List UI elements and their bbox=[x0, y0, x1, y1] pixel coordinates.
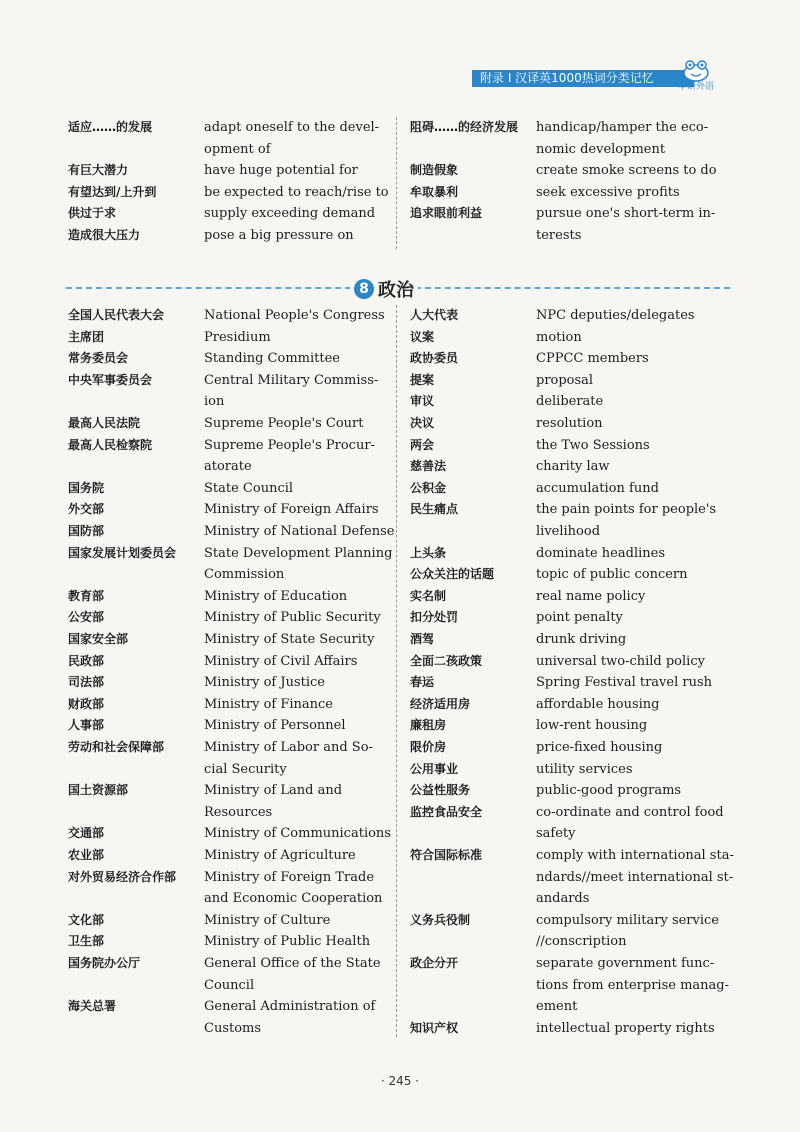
chinese-term: 司法部 bbox=[68, 675, 105, 690]
english-translation bbox=[536, 435, 716, 457]
translation-line: Ministry of Labor and So- bbox=[204, 740, 373, 755]
english-translation bbox=[204, 823, 391, 845]
chinese-term: 造成很大压力 bbox=[68, 228, 141, 242]
english-translation bbox=[536, 845, 734, 910]
english-translation bbox=[536, 651, 716, 673]
english-translation bbox=[536, 564, 716, 586]
english-translation bbox=[204, 521, 395, 543]
column-divider bbox=[396, 305, 397, 1037]
translation-line: ement bbox=[536, 999, 578, 1015]
translation-line: the Two Sessions bbox=[536, 437, 650, 453]
glossary-entry bbox=[68, 867, 398, 910]
glossary-entry bbox=[68, 845, 398, 867]
translation-line: atorate bbox=[204, 459, 252, 475]
chinese-term: 人事部 bbox=[68, 718, 105, 733]
translation-line: Ministry of Justice bbox=[204, 675, 325, 691]
page-number: · 245 · bbox=[380, 1074, 420, 1088]
english-translation bbox=[536, 182, 716, 204]
translation-line: NPC deputies/delegates bbox=[536, 308, 695, 323]
translation-line: nomic development bbox=[536, 141, 666, 157]
glossary-entry bbox=[410, 543, 728, 565]
glossary-entry bbox=[68, 629, 398, 651]
glossary-entry bbox=[68, 694, 398, 716]
glossary-entry bbox=[68, 737, 398, 780]
translation-line: create smoke screens to do bbox=[536, 163, 717, 179]
translation-line: handicap/hamper the eco- bbox=[536, 120, 709, 135]
glossary-entry bbox=[410, 203, 728, 246]
glossary-entry bbox=[68, 780, 398, 823]
translation-line: Ministry of Foreign Trade bbox=[204, 869, 375, 885]
translation-line: CPPCC members bbox=[536, 351, 649, 367]
chinese-term: 国务院办公厅 bbox=[68, 956, 141, 970]
english-translation bbox=[204, 651, 380, 673]
section-title: 政治 bbox=[378, 280, 414, 301]
translation-line: supply exceeding demand bbox=[204, 206, 376, 222]
english-translation bbox=[536, 802, 724, 845]
politics-section bbox=[68, 305, 734, 1040]
chinese-term: 财政部 bbox=[68, 696, 105, 711]
glossary-entry bbox=[68, 413, 398, 435]
glossary-entry bbox=[410, 715, 728, 737]
english-translation bbox=[204, 499, 380, 521]
glossary-entry bbox=[410, 499, 728, 542]
glossary-entry bbox=[68, 478, 398, 500]
translation-line: Council bbox=[204, 977, 255, 993]
translation-line: seek excessive profits bbox=[536, 184, 680, 200]
english-translation bbox=[204, 327, 380, 349]
glossary-entry bbox=[410, 910, 728, 953]
english-translation bbox=[204, 370, 380, 413]
translation-line: Commission bbox=[204, 567, 285, 583]
chinese-term: 酒驾 bbox=[410, 632, 435, 646]
chinese-term: 主席团 bbox=[68, 329, 105, 344]
chinese-term: 劳动和社会保障部 bbox=[68, 740, 165, 754]
glossary-entry bbox=[68, 910, 398, 932]
translation-line: State Council bbox=[204, 480, 294, 496]
chinese-term: 公用事业 bbox=[410, 761, 459, 776]
column-divider bbox=[396, 117, 397, 249]
english-translation bbox=[204, 845, 380, 867]
translation-line: opment of bbox=[204, 141, 271, 157]
glossary-entry bbox=[410, 607, 728, 629]
english-translation bbox=[204, 737, 380, 780]
translation-line: Ministry of Culture bbox=[204, 912, 331, 928]
english-translation bbox=[204, 160, 380, 182]
translation-line: topic of public concern bbox=[536, 567, 688, 583]
chinese-term: 实名制 bbox=[410, 588, 447, 603]
chinese-term: 政协委员 bbox=[410, 351, 459, 366]
translation-line: ndards//meet international st- bbox=[536, 869, 734, 885]
chinese-term: 对外贸易经济合作部 bbox=[68, 869, 177, 884]
english-translation bbox=[536, 780, 716, 802]
english-translation bbox=[536, 607, 716, 629]
glossary-entry bbox=[68, 203, 398, 225]
english-translation bbox=[204, 910, 380, 932]
chinese-term: 民生痛点 bbox=[410, 502, 459, 517]
chinese-term: 国家发展计划委员会 bbox=[68, 545, 177, 560]
english-translation bbox=[204, 305, 385, 327]
translation-line: comply with international sta- bbox=[536, 848, 734, 863]
translation-line: and Economic Cooperation bbox=[204, 891, 383, 907]
chinese-term: 经济适用房 bbox=[410, 696, 471, 711]
translation-line: co-ordinate and control food bbox=[536, 804, 724, 820]
chinese-term: 交通部 bbox=[68, 826, 105, 841]
english-translation bbox=[204, 348, 380, 370]
chinese-term: 监控食品安全 bbox=[410, 804, 483, 819]
glossary-entry bbox=[68, 370, 398, 413]
english-translation bbox=[204, 607, 380, 629]
english-translation bbox=[536, 305, 716, 327]
translation-line: Resources bbox=[204, 804, 273, 820]
chinese-term: 有望达到/上升到 bbox=[68, 184, 157, 199]
chinese-term: 义务兵役制 bbox=[410, 912, 471, 927]
translation-line: universal two-child policy bbox=[536, 653, 705, 669]
glossary-entry bbox=[410, 348, 728, 370]
english-translation bbox=[536, 759, 716, 781]
english-translation bbox=[204, 953, 380, 996]
english-translation bbox=[204, 694, 380, 716]
english-translation bbox=[204, 203, 380, 225]
english-translation bbox=[204, 672, 380, 694]
glossary-entry bbox=[68, 225, 398, 247]
translation-line: //conscription bbox=[536, 934, 627, 950]
english-translation bbox=[204, 435, 380, 478]
translation-line: proposal bbox=[536, 372, 594, 388]
translation-line: andards bbox=[536, 891, 590, 907]
translation-line: General Office of the State bbox=[204, 956, 381, 971]
glossary-entry bbox=[410, 651, 728, 673]
chinese-term: 最高人民法院 bbox=[68, 416, 141, 430]
chinese-term: 提案 bbox=[410, 372, 435, 387]
glossary-entry bbox=[68, 823, 398, 845]
glossary-entry bbox=[410, 780, 728, 802]
translation-line: Customs bbox=[204, 1020, 262, 1036]
translation-line: have huge potential for bbox=[204, 163, 358, 179]
glossary-entry bbox=[68, 160, 398, 182]
translation-line: safety bbox=[536, 826, 576, 842]
chinese-term: 上头条 bbox=[410, 545, 447, 560]
english-translation bbox=[204, 543, 393, 586]
english-translation bbox=[536, 543, 716, 565]
glossary-entry bbox=[410, 456, 728, 478]
chinese-term: 卫生部 bbox=[68, 934, 105, 949]
english-translation bbox=[204, 629, 380, 651]
translation-line: dominate headlines bbox=[536, 545, 665, 561]
english-translation bbox=[204, 478, 380, 500]
translation-line: Ministry of Public Health bbox=[204, 934, 371, 950]
glossary-entry bbox=[68, 931, 398, 953]
glossary-entry bbox=[410, 370, 728, 392]
translation-line: accumulation fund bbox=[536, 480, 659, 496]
english-translation bbox=[536, 629, 716, 651]
chinese-term: 追求眼前利益 bbox=[410, 206, 483, 221]
glossary-entry bbox=[68, 586, 398, 608]
translation-line: deliberate bbox=[536, 394, 604, 410]
chinese-term: 人大代表 bbox=[410, 308, 459, 322]
glossary-entry bbox=[410, 737, 728, 759]
glossary-entry bbox=[410, 160, 728, 182]
translation-line: terests bbox=[536, 227, 582, 243]
translation-line: Ministry of Education bbox=[204, 588, 348, 604]
english-translation bbox=[536, 672, 716, 694]
translation-line: Supreme People's Court bbox=[204, 416, 364, 431]
translation-line: point penalty bbox=[536, 610, 623, 626]
translation-line: Ministry of Finance bbox=[204, 696, 334, 712]
english-translation bbox=[536, 160, 716, 182]
translation-line: National People's Congress bbox=[204, 308, 385, 323]
glossary-entry bbox=[68, 672, 398, 694]
header-band bbox=[472, 70, 694, 87]
chinese-term: 公益性服务 bbox=[410, 783, 471, 798]
translation-line: Ministry of Public Security bbox=[204, 610, 381, 626]
translation-line: Ministry of Personnel bbox=[204, 718, 346, 734]
english-translation bbox=[536, 203, 716, 246]
glossary-entry bbox=[68, 182, 398, 204]
translation-line: motion bbox=[536, 329, 582, 345]
glossary-entry bbox=[410, 564, 728, 586]
chinese-term: 政企分开 bbox=[410, 956, 459, 970]
english-translation bbox=[204, 996, 380, 1039]
translation-line: utility services bbox=[536, 761, 633, 777]
glossary-entry bbox=[410, 117, 728, 160]
chinese-term: 常务委员会 bbox=[68, 351, 129, 366]
chinese-term: 公安部 bbox=[68, 610, 105, 625]
english-translation bbox=[536, 117, 716, 160]
translation-line: affordable housing bbox=[536, 696, 660, 712]
english-translation bbox=[536, 953, 730, 1018]
translation-line: Ministry of Agriculture bbox=[204, 848, 356, 863]
translation-line: price-fixed housing bbox=[536, 740, 663, 755]
glossary-entry bbox=[410, 759, 728, 781]
glossary-entry bbox=[68, 117, 398, 160]
glossary-entry bbox=[410, 413, 728, 435]
translation-line: State Development Planning bbox=[204, 545, 393, 561]
translation-line: charity law bbox=[536, 459, 610, 475]
glossary-entry bbox=[410, 586, 728, 608]
english-translation bbox=[536, 327, 716, 349]
chinese-term: 最高人民检察院 bbox=[68, 437, 153, 452]
chinese-term: 廉租房 bbox=[410, 718, 447, 733]
chinese-term: 国家安全部 bbox=[68, 632, 129, 646]
chinese-term: 制造假象 bbox=[410, 163, 459, 178]
chinese-term: 限价房 bbox=[410, 740, 447, 754]
glossary-entry bbox=[68, 305, 398, 327]
glossary-entry bbox=[410, 435, 728, 457]
translation-line: Ministry of Communications bbox=[204, 826, 391, 842]
translation-line: compulsory military service bbox=[536, 912, 719, 928]
header-title: 附录 I 汉译英1000热词分类记忆 bbox=[480, 71, 654, 85]
logo-text: 华研外语 bbox=[677, 82, 714, 92]
glossary-entry bbox=[68, 499, 398, 521]
english-translation bbox=[536, 694, 716, 716]
english-translation bbox=[204, 225, 380, 247]
translation-line: be expected to reach/rise to bbox=[204, 184, 389, 200]
english-translation bbox=[204, 586, 380, 608]
chinese-term: 国务院 bbox=[68, 480, 105, 495]
translation-line: separate government func- bbox=[536, 956, 715, 971]
translation-line: Ministry of National Defense bbox=[204, 524, 395, 539]
translation-line: Ministry of Civil Affairs bbox=[204, 653, 358, 669]
english-translation bbox=[204, 931, 380, 953]
chinese-term: 两会 bbox=[410, 437, 435, 452]
english-translation bbox=[536, 348, 716, 370]
translation-line: General Administration of bbox=[204, 999, 376, 1015]
chinese-term: 海关总署 bbox=[68, 999, 117, 1014]
glossary-entry bbox=[410, 182, 728, 204]
translation-line: cial Security bbox=[204, 761, 287, 777]
translation-line: pose a big pressure on bbox=[204, 228, 354, 243]
glossary-entry bbox=[410, 478, 728, 500]
chinese-term: 议案 bbox=[410, 329, 435, 344]
chinese-term: 外交部 bbox=[68, 502, 105, 517]
english-translation bbox=[204, 117, 380, 160]
chinese-term: 农业部 bbox=[68, 848, 105, 862]
translation-line: Central Military Commiss- bbox=[204, 372, 379, 388]
translation-line: livelihood bbox=[536, 523, 601, 539]
glossary-entry bbox=[68, 651, 398, 673]
glossary-entry bbox=[68, 327, 398, 349]
chinese-term: 适应……的发展 bbox=[68, 120, 153, 134]
glossary-entry bbox=[410, 305, 728, 327]
english-translation bbox=[536, 478, 716, 500]
glossary-entry bbox=[68, 435, 398, 478]
translation-line: Ministry of Foreign Affairs bbox=[204, 502, 379, 518]
translation-line: intellectual property rights bbox=[536, 1020, 715, 1036]
section-heading bbox=[350, 276, 418, 302]
top-section bbox=[68, 117, 728, 247]
glossary-entry bbox=[68, 715, 398, 737]
chinese-term: 民政部 bbox=[68, 653, 105, 668]
chinese-term: 供过于求 bbox=[68, 206, 117, 221]
english-translation bbox=[536, 499, 716, 542]
glossary-entry bbox=[68, 607, 398, 629]
frog-logo-icon bbox=[681, 58, 711, 82]
chinese-term: 知识产权 bbox=[410, 1020, 459, 1035]
glossary-entry bbox=[410, 1018, 728, 1040]
chinese-term: 国土资源部 bbox=[68, 783, 129, 798]
english-translation bbox=[536, 370, 716, 392]
glossary-entry bbox=[68, 348, 398, 370]
translation-line: public-good programs bbox=[536, 783, 682, 799]
glossary-entry bbox=[410, 802, 728, 845]
chinese-term: 文化部 bbox=[68, 912, 105, 927]
translation-line: Standing Committee bbox=[204, 351, 340, 367]
glossary-entry bbox=[410, 953, 728, 1018]
glossary-entry bbox=[68, 996, 398, 1039]
chinese-term: 决议 bbox=[410, 416, 435, 430]
chinese-term: 教育部 bbox=[68, 588, 105, 603]
translation-line: pursue one's short-term in- bbox=[536, 206, 716, 222]
glossary-entry bbox=[68, 543, 398, 586]
english-translation bbox=[536, 737, 716, 759]
chinese-term: 审议 bbox=[410, 394, 435, 409]
translation-line: Supreme People's Procur- bbox=[204, 437, 375, 453]
chinese-term: 全面二孩政策 bbox=[410, 653, 483, 668]
translation-line: Spring Festival travel rush bbox=[536, 675, 713, 691]
translation-line: Presidium bbox=[204, 329, 271, 345]
english-translation bbox=[536, 456, 716, 478]
chinese-term: 国防部 bbox=[68, 524, 105, 538]
translation-line: drunk driving bbox=[536, 632, 627, 647]
glossary-entry bbox=[410, 391, 728, 413]
chinese-term: 符合国际标准 bbox=[410, 848, 483, 862]
translation-line: tions from enterprise manag- bbox=[536, 977, 730, 993]
translation-line: real name policy bbox=[536, 588, 646, 604]
english-translation bbox=[536, 391, 716, 413]
english-translation bbox=[536, 715, 716, 737]
english-translation bbox=[536, 910, 719, 953]
english-translation bbox=[536, 586, 716, 608]
chinese-term: 公众关注的话题 bbox=[410, 567, 495, 582]
translation-line: resolution bbox=[536, 416, 603, 431]
translation-line: adapt oneself to the devel- bbox=[204, 120, 380, 135]
chinese-term: 有巨大潜力 bbox=[68, 163, 129, 178]
chinese-term: 春运 bbox=[410, 675, 435, 690]
chinese-term: 扣分处罚 bbox=[410, 610, 459, 625]
english-translation bbox=[204, 413, 380, 435]
translation-line: Ministry of Land and bbox=[204, 783, 343, 799]
english-translation bbox=[204, 780, 380, 823]
english-translation bbox=[536, 1018, 716, 1040]
chinese-term: 公积金 bbox=[410, 480, 447, 495]
glossary-entry bbox=[68, 521, 398, 543]
translation-line: Ministry of State Security bbox=[204, 632, 375, 647]
translation-line: low-rent housing bbox=[536, 718, 648, 734]
chinese-term: 全国人民代表大会 bbox=[68, 308, 165, 322]
glossary-entry bbox=[410, 327, 728, 349]
glossary-entry bbox=[410, 845, 734, 910]
english-translation bbox=[536, 413, 716, 435]
translation-line: ion bbox=[204, 394, 225, 410]
english-translation bbox=[204, 715, 380, 737]
english-translation bbox=[204, 867, 383, 910]
chinese-term: 阻碍……的经济发展 bbox=[410, 120, 519, 134]
chinese-term: 中央军事委员会 bbox=[68, 372, 153, 387]
chinese-term: 牟取暴利 bbox=[410, 184, 459, 199]
glossary-entry bbox=[68, 953, 398, 996]
glossary-entry bbox=[410, 694, 728, 716]
translation-line: the pain points for people's bbox=[536, 502, 717, 518]
publisher-logo bbox=[674, 58, 718, 98]
chinese-term: 慈善法 bbox=[410, 459, 447, 474]
section-number-badge: 8 bbox=[354, 279, 374, 299]
glossary-entry bbox=[410, 672, 728, 694]
glossary-entry bbox=[410, 629, 728, 651]
english-translation bbox=[204, 182, 389, 204]
